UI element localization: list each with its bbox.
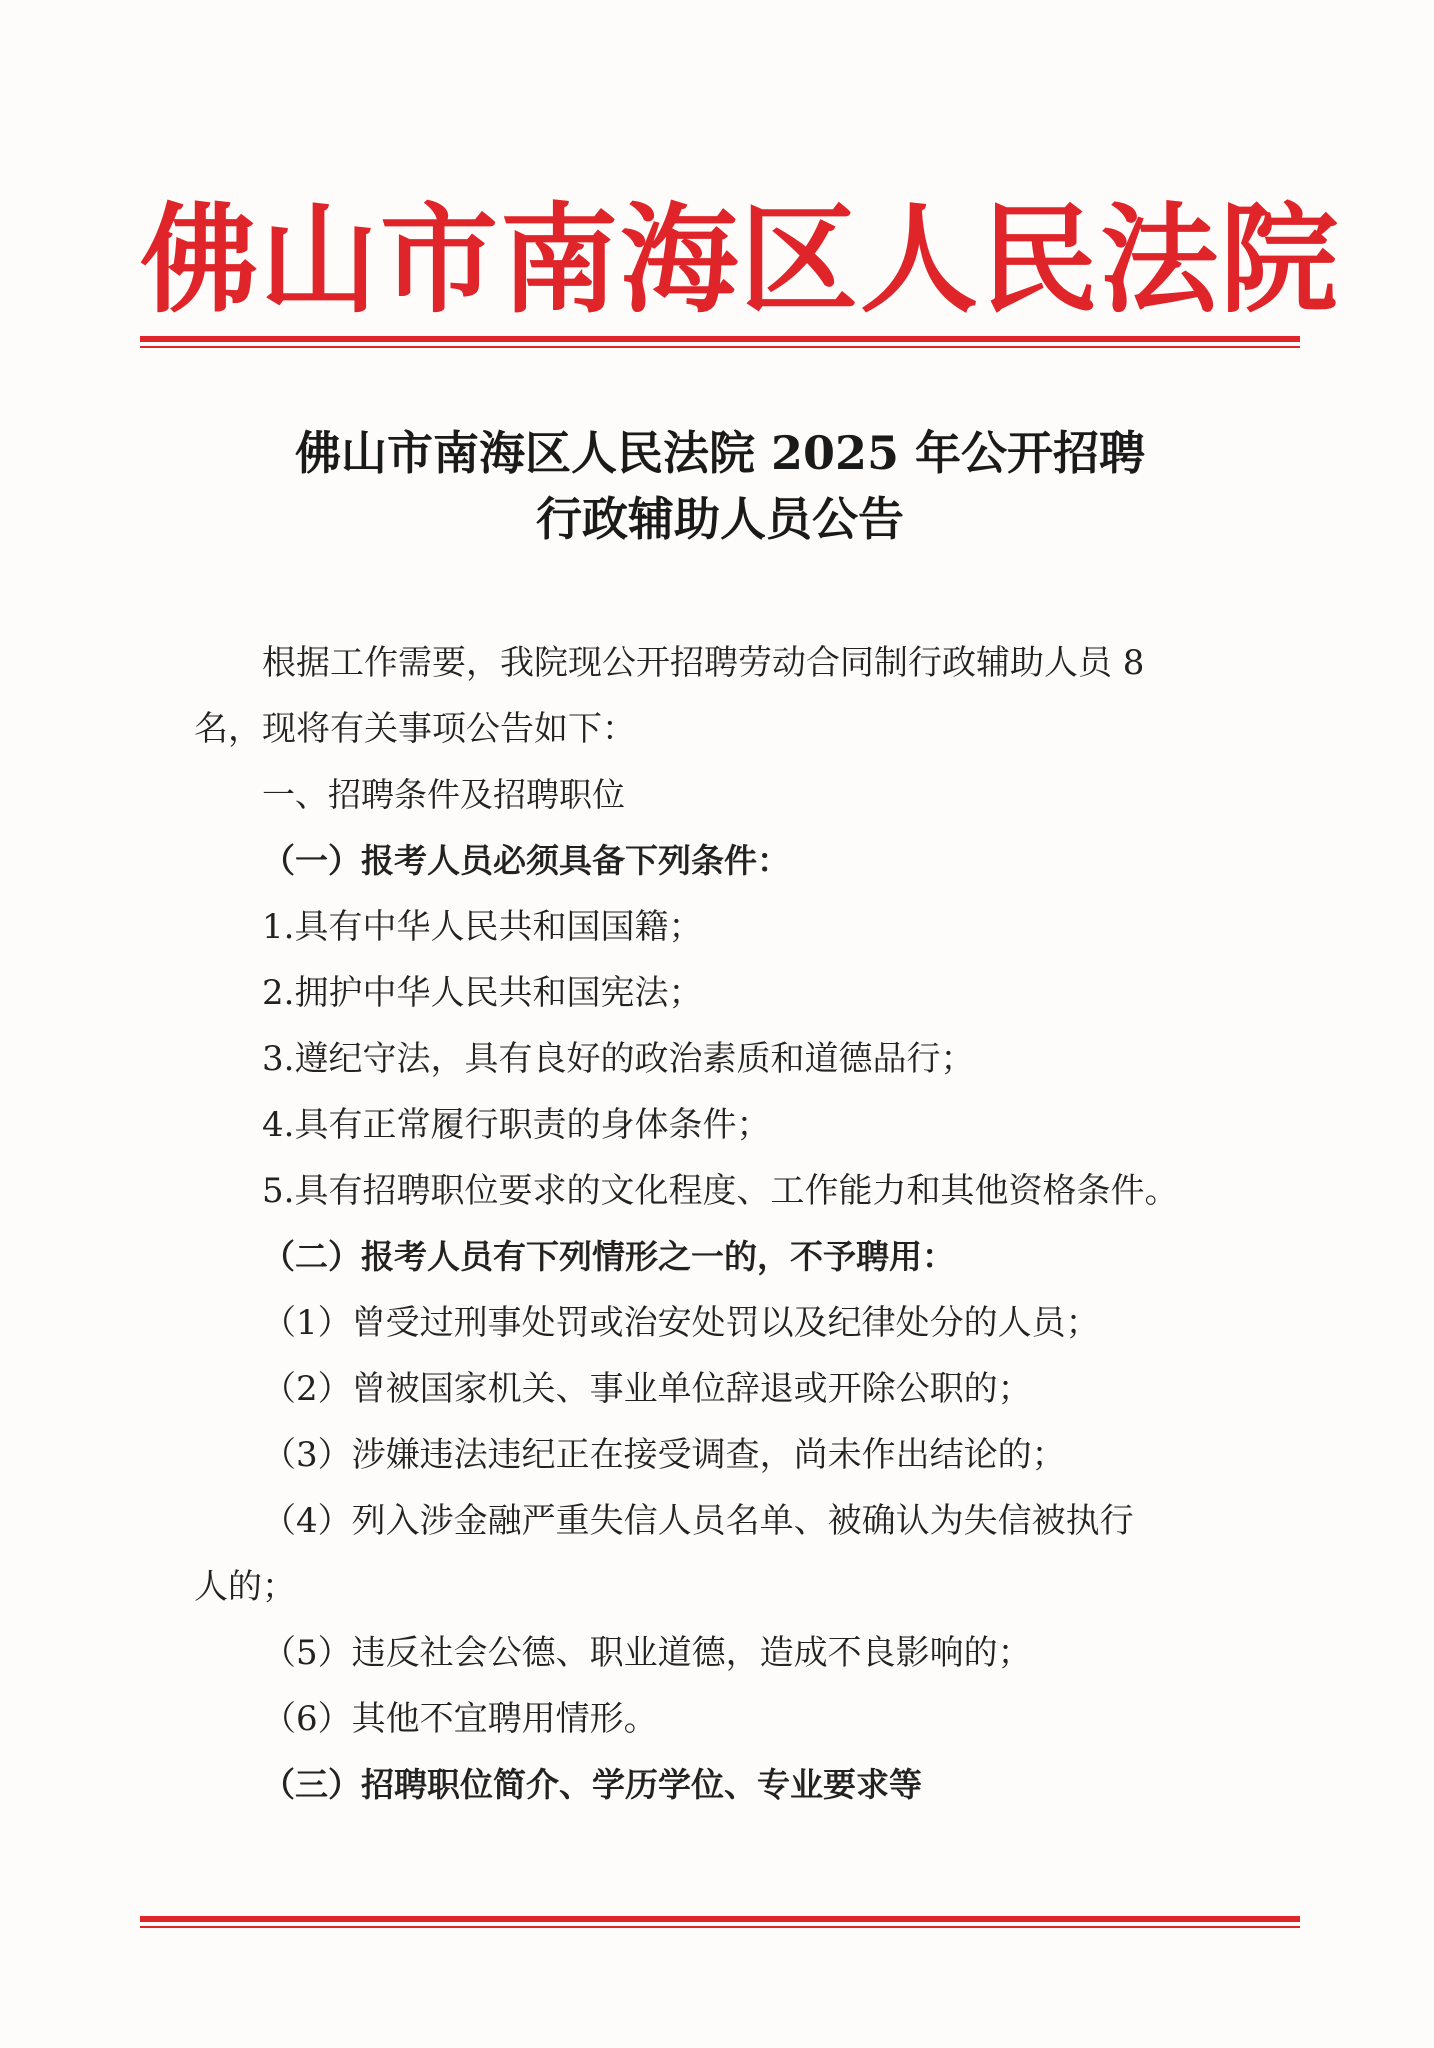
document-title-line1: 佛山市南海区人民法院 2025 年公开招聘 — [294, 426, 1146, 480]
sub2-item-6: （6）其他不宜聘用情形。 — [262, 1699, 658, 1739]
sub3-heading: （三）招聘职位简介、学历学位、专业要求等 — [262, 1765, 922, 1804]
document-title-line2: 行政辅助人员公告 — [536, 492, 904, 546]
sub1-item-1: 1.具有中华人民共和国国籍； — [262, 907, 703, 947]
header-rule-thick — [140, 336, 1300, 342]
intro-line2: 名，现将有关事项公告如下： — [194, 709, 636, 749]
sub2-heading: （二）报考人员有下列情形之一的，不予聘用： — [262, 1237, 955, 1276]
sub1-item-2: 2.拥护中华人民共和国宪法； — [262, 973, 703, 1013]
footer-rule-thin — [140, 1926, 1300, 1928]
sub2-item-1: （1）曾受过刑事处罚或治安处罚以及纪律处分的人员； — [262, 1303, 1100, 1343]
sub2-item-4-cont: 人的； — [194, 1567, 296, 1607]
organization-header: 佛山市南海区人民法院 — [140, 190, 1341, 329]
document-title — [140, 420, 1300, 552]
sub1-item-4: 4.具有正常履行职责的身体条件； — [262, 1105, 771, 1145]
sub2-item-3: （3）涉嫌违法违纪正在接受调查，尚未作出结论的； — [262, 1435, 1066, 1475]
section1-heading: 一、招聘条件及招聘职位 — [262, 775, 625, 814]
document-body — [194, 630, 1254, 1818]
header-red-rule — [140, 336, 1300, 348]
footer-red-rule — [140, 1916, 1300, 1928]
sub1-heading: （一）报考人员必须具备下列条件： — [262, 841, 790, 880]
sub2-item-4: （4）列入涉金融严重失信人员名单、被确认为失信被执行 — [262, 1501, 1134, 1541]
intro-line1: 根据工作需要，我院现公开招聘劳动合同制行政辅助人员 8 — [262, 643, 1145, 683]
sub1-item-5: 5.具有招聘职位要求的文化程度、工作能力和其他资格条件。 — [262, 1171, 1179, 1211]
header-rule-thin — [140, 346, 1300, 348]
sub2-item-5: （5）违反社会公德、职业道德，造成不良影响的； — [262, 1633, 1032, 1673]
sub1-item-3: 3.遵纪守法，具有良好的政治素质和道德品行； — [262, 1039, 975, 1079]
footer-rule-thick — [140, 1916, 1300, 1922]
sub2-item-2: （2）曾被国家机关、事业单位辞退或开除公职的； — [262, 1369, 1032, 1409]
